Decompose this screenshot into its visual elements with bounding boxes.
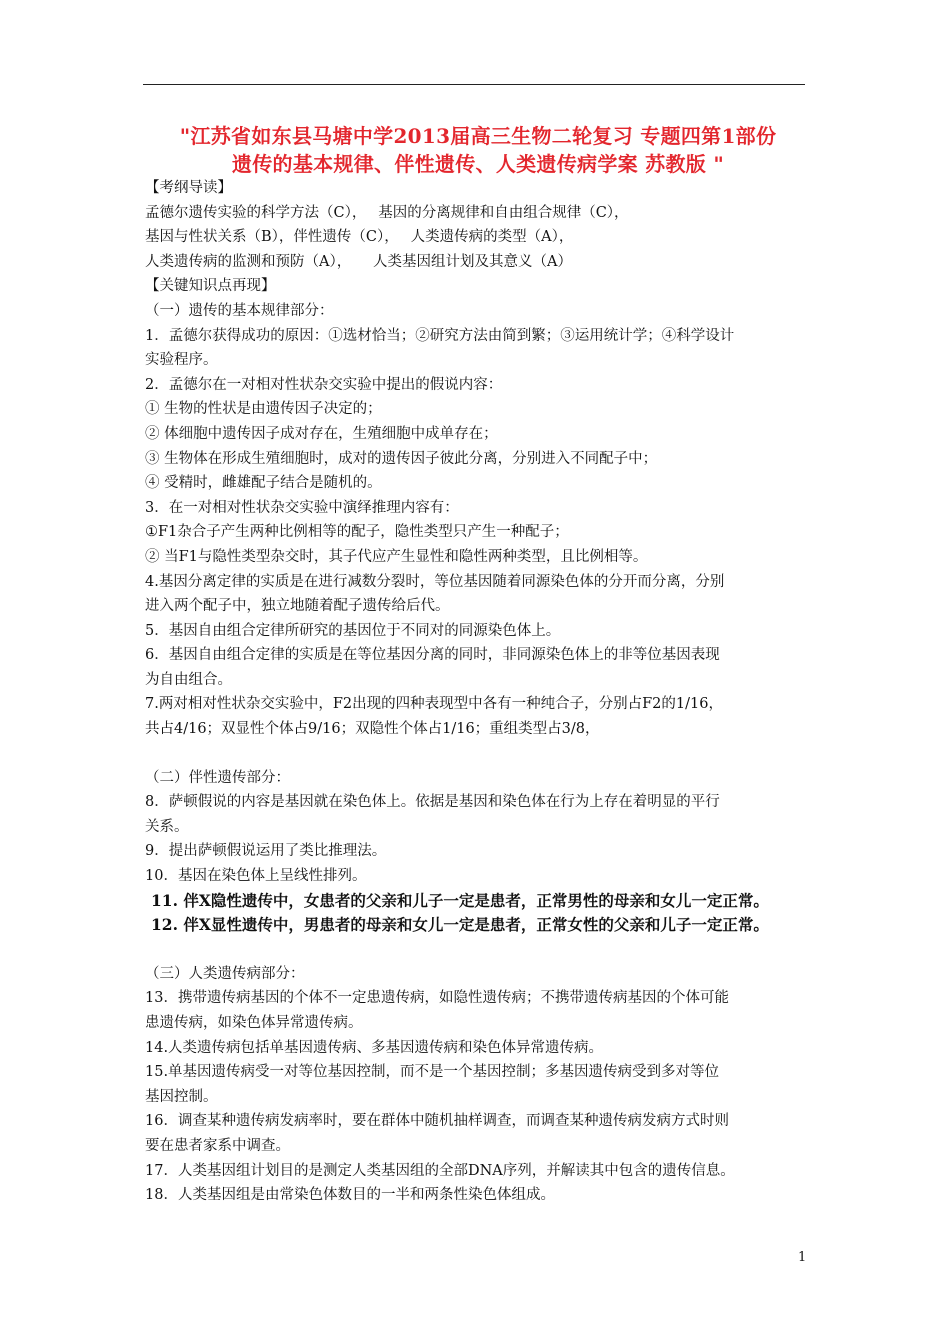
- text-line: 16．调查某种遗传病发病率时，要在群体中随机抽样调查，而调查某种遗传病发病方式时则: [145, 1113, 729, 1130]
- text-line: 1．孟德尔获得成功的原因：①选材恰当；②研究方法由简到繁；③运用统计学；④科学设计: [145, 327, 735, 344]
- spacer: [145, 742, 813, 766]
- text-line: ② 体细胞中遗传因子成对存在，生殖细胞中成单存在；: [145, 425, 498, 442]
- title-line-1: "江苏省如东县马塘中学2013届高三生物二轮复习 专题四第1部份: [179, 124, 777, 148]
- text-line: 3．在一对相对性状杂交实验中演绎推理内容有：: [145, 499, 459, 516]
- bold-text-line: 11. 伴X隐性遗传中，女患者的父亲和儿子一定是患者，正常男性的母亲和女儿一定正常。: [151, 890, 769, 910]
- section-heading: 【关键知识点再现】: [145, 278, 276, 295]
- spacer: [145, 938, 813, 962]
- subsection-heading: （二）伴性遗传部分：: [145, 769, 290, 786]
- text-line: 9．提出萨顿假说运用了类比推理法。: [145, 843, 387, 860]
- text-line: 基因控制。: [145, 1088, 218, 1105]
- text-line: 17．人类基因组计划目的是测定人类基因组的全部DNA序列，并解读其中包含的遗传信息。: [145, 1162, 735, 1179]
- text-line: ③ 生物体在形成生殖细胞时，成对的遗传因子彼此分离，分别进入不同配子中；: [145, 450, 658, 467]
- text-line: 15.单基因遗传病受一对等位基因控制，而不是一个基因控制；多基因遗传病受到多对等位: [145, 1064, 720, 1081]
- bold-text-line: 12. 伴X显性遗传中，男患者的母亲和女儿一定是患者，正常女性的父亲和儿子一定正常。: [151, 915, 769, 935]
- text-line: 14.人类遗传病包括单基因遗传病、多基因遗传病和染色体异常遗传病。: [145, 1039, 604, 1056]
- text-line: 18．人类基因组是由常染色体数目的一半和两条性染色体组成。: [145, 1187, 555, 1204]
- text-line: 7.两对相对性状杂交实验中，F2出现的四种表现型中各有一种纯合子，分别占F2的1/16，: [145, 696, 723, 713]
- text-line: 2．孟德尔在一对相对性状杂交实验中提出的假说内容：: [145, 376, 503, 393]
- document-body: [145, 176, 813, 1208]
- text-line: 5．基因自由组合定律所研究的基因位于不同对的同源染色体上。: [145, 622, 561, 639]
- text-line: 患遗传病，如染色体异常遗传病。: [145, 1015, 363, 1031]
- text-line: 共占4/16；双显性个体占9/16；双隐性个体占1/16；重组类型占3/8，: [145, 721, 600, 738]
- header-rule: [143, 84, 805, 85]
- syllabus-line: 孟德尔遗传实验的科学方法（C）， 基因的分离规律和自由组合规律（C），: [145, 204, 629, 221]
- text-line: 进入两个配子中，独立地随着配子遗传给后代。: [145, 598, 450, 615]
- text-line: 为自由组合。: [145, 671, 232, 688]
- subsection-heading: （三）人类遗传病部分：: [145, 965, 305, 982]
- syllabus-line: 基因与性状关系（B），伴性遗传（C）， 人类遗传病的类型（A），: [145, 229, 574, 246]
- title-line-2: 遗传的基本规律、伴性遗传、人类遗传病学案 苏教版 ": [231, 152, 725, 176]
- text-line: 实验程序。: [145, 352, 218, 369]
- text-line: ② 当F1与隐性类型杂交时，其子代应产生显性和隐性两种类型，且比例相等。: [145, 548, 648, 565]
- text-line: 10．基因在染色体上呈线性排列。: [145, 868, 367, 885]
- text-line: ①F1杂合子产生两种比例相等的配子，隐性类型只产生一种配子；: [145, 524, 569, 541]
- subsection-heading: （一）遗传的基本规律部分：: [145, 302, 334, 319]
- text-line: 关系。: [145, 818, 189, 835]
- text-line: ④ 受精时，雌雄配子结合是随机的。: [145, 475, 382, 492]
- text-line: ① 生物的性状是由遗传因子决定的；: [145, 401, 382, 418]
- document-title: [143, 122, 813, 178]
- text-line: 4.基因分离定律的实质是在进行减数分裂时，等位基因随着同源染色体的分开而分离，分别: [145, 573, 725, 590]
- text-line: 要在患者家系中调查。: [145, 1137, 290, 1154]
- text-line: 8．萨顿假说的内容是基因就在染色体上。依据是基因和染色体在行为上存在着明显的平行: [145, 794, 720, 811]
- syllabus-line: 人类遗传病的监测和预防（A）， 人类基因组计划及其意义（A）: [145, 253, 572, 270]
- section-heading: 【考纲导读】: [145, 180, 232, 196]
- page-number: 1: [798, 1250, 807, 1265]
- text-line: 6．基因自由组合定律的实质是在等位基因分离的同时，非同源染色体上的非等位基因表现: [145, 647, 720, 664]
- text-line: 13．携带遗传病基因的个体不一定患遗传病，如隐性遗传病；不携带遗传病基因的个体可能: [145, 990, 729, 1007]
